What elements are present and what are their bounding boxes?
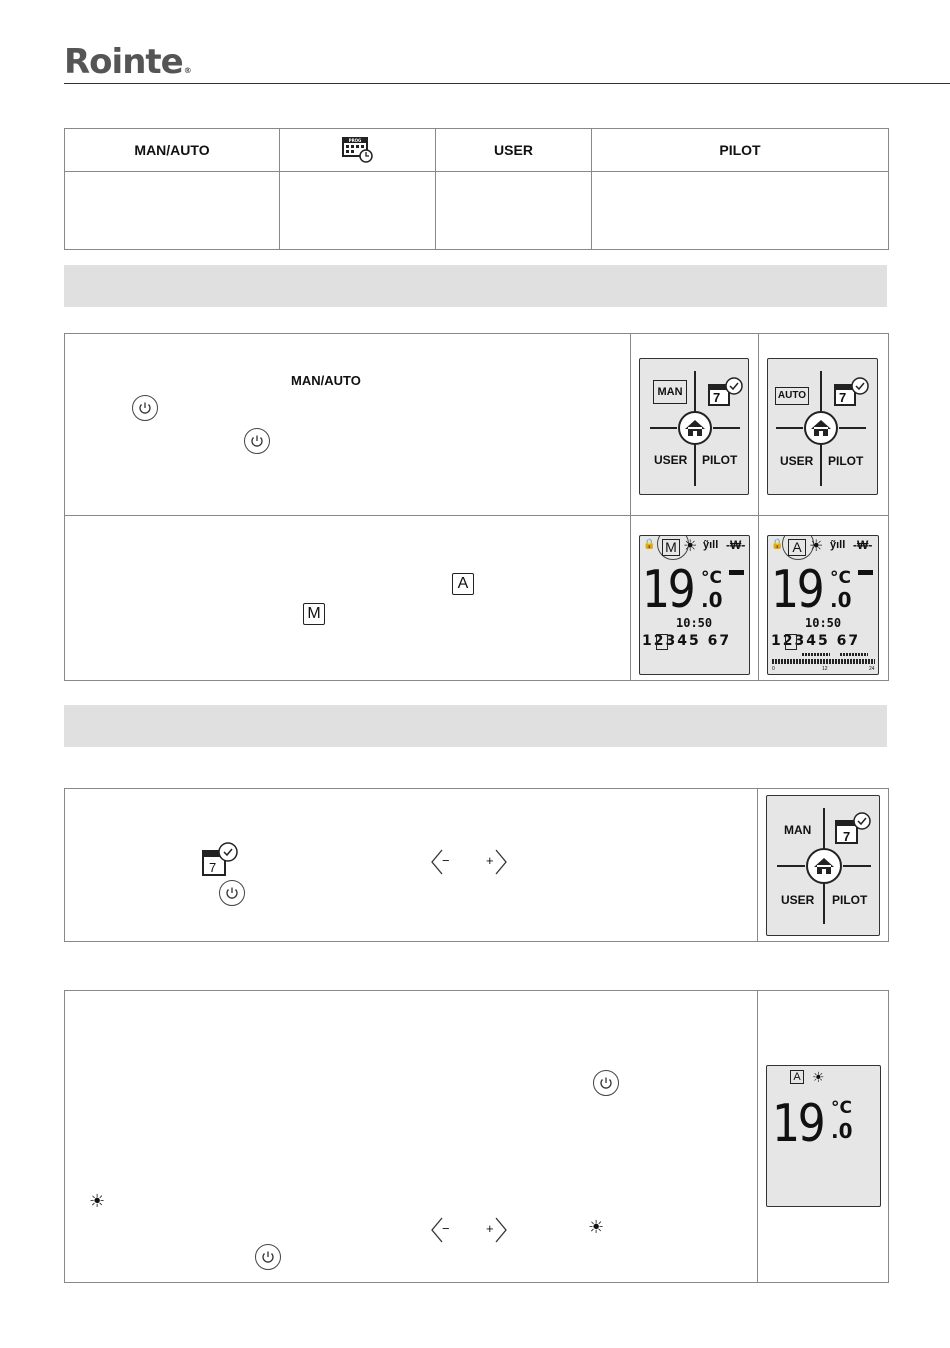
power-icon xyxy=(244,428,270,454)
lock-icon: 🔒 xyxy=(771,539,784,550)
mode-label: MAN xyxy=(653,380,687,404)
program-bar xyxy=(772,659,875,664)
mode-label: AUTO xyxy=(775,387,809,405)
calendar-clock-icon xyxy=(199,840,239,878)
auto-mode-icon: A xyxy=(452,573,474,595)
section-band-1 xyxy=(64,265,887,307)
pilot-wave-icon: -₩- xyxy=(726,538,746,552)
section-band-2 xyxy=(64,705,887,747)
section-1-box xyxy=(64,333,889,681)
menu-screen-auto: AUTO 7 USER PILOT xyxy=(767,358,878,495)
pilot-wave-icon: -₩- xyxy=(853,538,873,552)
signal-icon: ỹıll xyxy=(830,539,846,551)
man-auto-label: MAN/AUTO xyxy=(291,373,361,388)
sun-icon: ☀ xyxy=(683,538,698,555)
power-icon xyxy=(593,1070,619,1096)
calendar-clock-icon xyxy=(833,810,875,848)
col-man-auto: MAN/AUTO xyxy=(65,129,280,172)
col-pilot: PILOT xyxy=(592,129,889,172)
brand-logo: Rointe® xyxy=(64,42,191,82)
signal-icon: ỹıll xyxy=(703,539,719,551)
feature-table xyxy=(64,128,889,250)
sun-icon: ☀ xyxy=(812,1069,825,1085)
calendar-clock-icon xyxy=(832,375,872,411)
manual-mode-icon: M xyxy=(303,603,325,625)
sun-icon: ☀ xyxy=(588,1217,605,1237)
svg-text:PROG: PROG xyxy=(348,137,361,143)
display-auto: 🔒 A ☀ ỹıll -₩- 19 °C .0 10:50 12345 67 0 12 24 xyxy=(767,535,879,675)
col-user: USER xyxy=(436,129,592,172)
lock-icon: 🔒 xyxy=(643,539,656,550)
col-prog xyxy=(280,129,436,172)
sun-icon: ☀ xyxy=(89,1191,106,1211)
header-divider xyxy=(64,83,950,84)
calendar-prog-icon xyxy=(340,134,376,164)
calendar-clock-icon xyxy=(706,375,746,411)
power-icon xyxy=(255,1244,281,1270)
power-icon xyxy=(219,880,245,906)
display-comfort: A ☀ 19 °C .0 xyxy=(766,1065,881,1207)
power-icon xyxy=(132,395,158,421)
display-manual: 🔒 M ☀ ỹıll -₩- 19 °C .0 10:50 12345 67 xyxy=(639,535,750,675)
sun-icon: ☀ xyxy=(809,538,824,555)
menu-screen-man: MAN 7 USER PILOT xyxy=(639,358,749,495)
menu-screen-man-2: MAN 7 USER PILOT xyxy=(766,795,880,936)
